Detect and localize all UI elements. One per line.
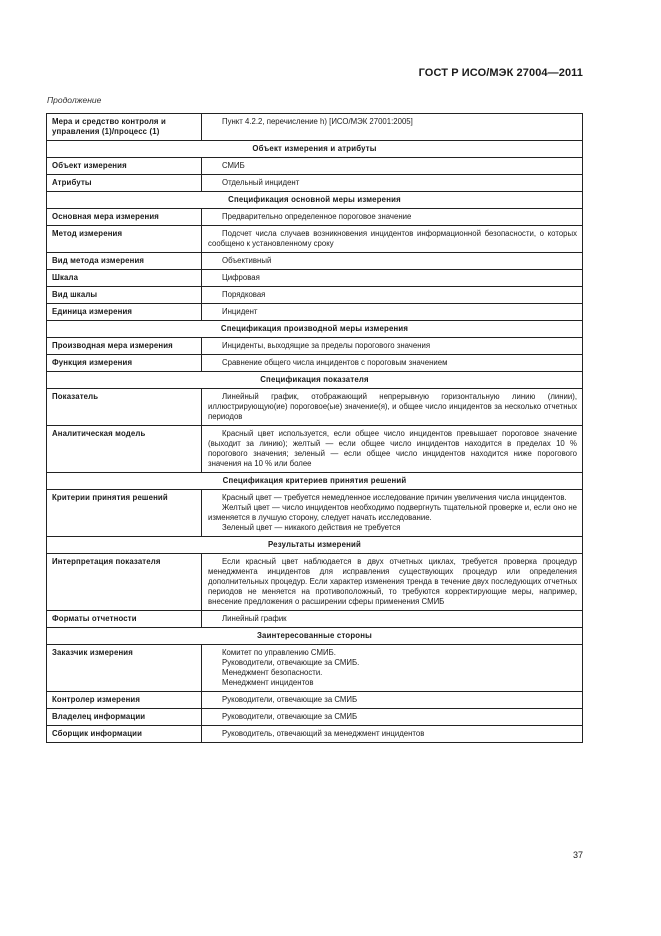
row-value [202,338,583,355]
value-paragraph: СМИБ [222,161,245,170]
section-row [47,537,583,554]
row-value [202,226,583,253]
table-row [47,304,583,321]
row-value [202,389,583,426]
row-label: Заказчик измерения [47,645,202,692]
value-paragraph: Инциденты, выходящие за пределы порогового значения [222,341,431,350]
section-row [47,473,583,490]
row-label: Единица измерения [47,304,202,321]
value-paragraph: Руководители, отвечающие за СМИБ. [222,658,360,667]
value-paragraph: Желтый цвет — число инцидентов необходимо подвергнуть тщательной проверке и, если оно не изменяется в лучшую сторону, следует начать исследование. [208,503,577,522]
table-row [47,287,583,304]
row-value [202,426,583,473]
row-label: Атрибуты [47,175,202,192]
row-value [202,270,583,287]
section-heading: Спецификация основной меры измерения [47,192,583,209]
table-row [47,209,583,226]
row-label: Показатель [47,389,202,426]
table-row [47,645,583,692]
row-value [202,490,583,537]
value-paragraph: Красный цвет — требуется немедленное исследование причин увеличения числа инцидентов. [222,493,567,502]
row-value [202,611,583,628]
value-paragraph: Красный цвет используется, если общее число инцидентов превышает пороговое значение (выходит за линию); желтый — если общее число инцидентов находится в пределах 10 % порогового значения; зеленый — если общее число инцидентов находится ниже порогового значения на 10 % или более [208,429,577,468]
value-paragraph: Если красный цвет наблюдается в двух отчетных циклах, требуется проверка процедур менеджмента инцидентов для исправления существующих процедур или определения дополнительных процедур. Если характер изменения тренда в течение двух последующих отчетных периодов не меняется на противоположный, то требуются корректирующие меры, например, внесение предложения о расширении сферы применения СМИБ [208,557,577,606]
row-label: Основная мера измерения [47,209,202,226]
value-paragraph: Пункт 4.2.2, перечисление h) [ИСО/МЭК 27001:2005] [222,117,413,126]
table-row [47,226,583,253]
section-heading: Объект измерения и атрибуты [47,141,583,158]
table-row [47,114,583,141]
table-row [47,338,583,355]
row-label: Мера и средство контроля и управления (1)/процесс (1) [47,114,202,141]
table-row [47,253,583,270]
value-paragraph: Сравнение общего числа инцидентов с пороговым значением [222,358,448,367]
value-paragraph: Менеджмент инцидентов [222,678,314,687]
row-value [202,726,583,743]
table-row [47,270,583,287]
table-row [47,611,583,628]
table-row [47,726,583,743]
section-heading: Результаты измерений [47,537,583,554]
table-row [47,426,583,473]
value-paragraph: Менеджмент безопасности. [222,668,323,677]
row-label: Вид шкалы [47,287,202,304]
continuation-label: Продолжение [47,95,102,105]
section-row [47,192,583,209]
row-label: Сборщик информации [47,726,202,743]
row-label: Контролер измерения [47,692,202,709]
row-value [202,209,583,226]
row-label: Производная мера измерения [47,338,202,355]
table-row [47,692,583,709]
row-label: Форматы отчетности [47,611,202,628]
value-paragraph: Линейный график, отображающий непрерывную горизонтальную линию (линии), иллюстрирующую(ие) пороговое(ые) значение(я), и общее число инцидентов за несколько отчетных периодов [208,392,577,421]
value-paragraph: Цифровая [222,273,260,282]
measure-spec-table [46,113,583,743]
row-label: Объект измерения [47,158,202,175]
section-heading: Спецификация производной меры измерения [47,321,583,338]
value-paragraph: Подсчет числа случаев возникновения инцидентов информационной безопасности, о которых сообщено к установленному сроку [208,229,577,248]
value-paragraph: Руководитель, отвечающий за менеджмент инцидентов [222,729,425,738]
row-label: Критерии принятия решений [47,490,202,537]
value-paragraph: Зеленый цвет — никакого действия не требуется [222,523,401,532]
table-row [47,158,583,175]
value-paragraph: Отдельный инцидент [222,178,300,187]
section-row [47,628,583,645]
table-row [47,175,583,192]
value-paragraph: Объективный [222,256,272,265]
value-paragraph: Инцидент [222,307,258,316]
table-row [47,490,583,537]
value-paragraph: Предварительно определенное пороговое значение [222,212,412,221]
row-label: Вид метода измерения [47,253,202,270]
value-paragraph: Руководители, отвечающие за СМИБ [222,712,358,721]
row-label: Шкала [47,270,202,287]
section-row [47,141,583,158]
row-value [202,692,583,709]
value-paragraph: Порядковая [222,290,266,299]
section-row [47,321,583,338]
row-value [202,304,583,321]
row-label: Метод измерения [47,226,202,253]
section-heading: Спецификация критериев принятия решений [47,473,583,490]
table-row [47,389,583,426]
section-row [47,372,583,389]
value-paragraph: Руководители, отвечающие за СМИБ [222,695,358,704]
row-value [202,645,583,692]
row-label: Аналитическая модель [47,426,202,473]
row-value [202,253,583,270]
section-heading: Заинтересованные стороны [47,628,583,645]
section-heading: Спецификация показателя [47,372,583,389]
row-value [202,554,583,611]
value-paragraph: Комитет по управлению СМИБ. [222,648,336,657]
table-row [47,709,583,726]
value-paragraph: Линейный график [222,614,287,623]
row-label: Владелец информации [47,709,202,726]
row-label: Функция измерения [47,355,202,372]
row-value [202,158,583,175]
table-row [47,355,583,372]
table-row [47,554,583,611]
row-label: Интерпретация показателя [47,554,202,611]
row-value [202,287,583,304]
row-value [202,709,583,726]
row-value [202,114,583,141]
row-value [202,175,583,192]
document-header: ГОСТ Р ИСО/МЭК 27004—2011 [418,67,583,79]
row-value [202,355,583,372]
page-number: 37 [572,850,583,860]
